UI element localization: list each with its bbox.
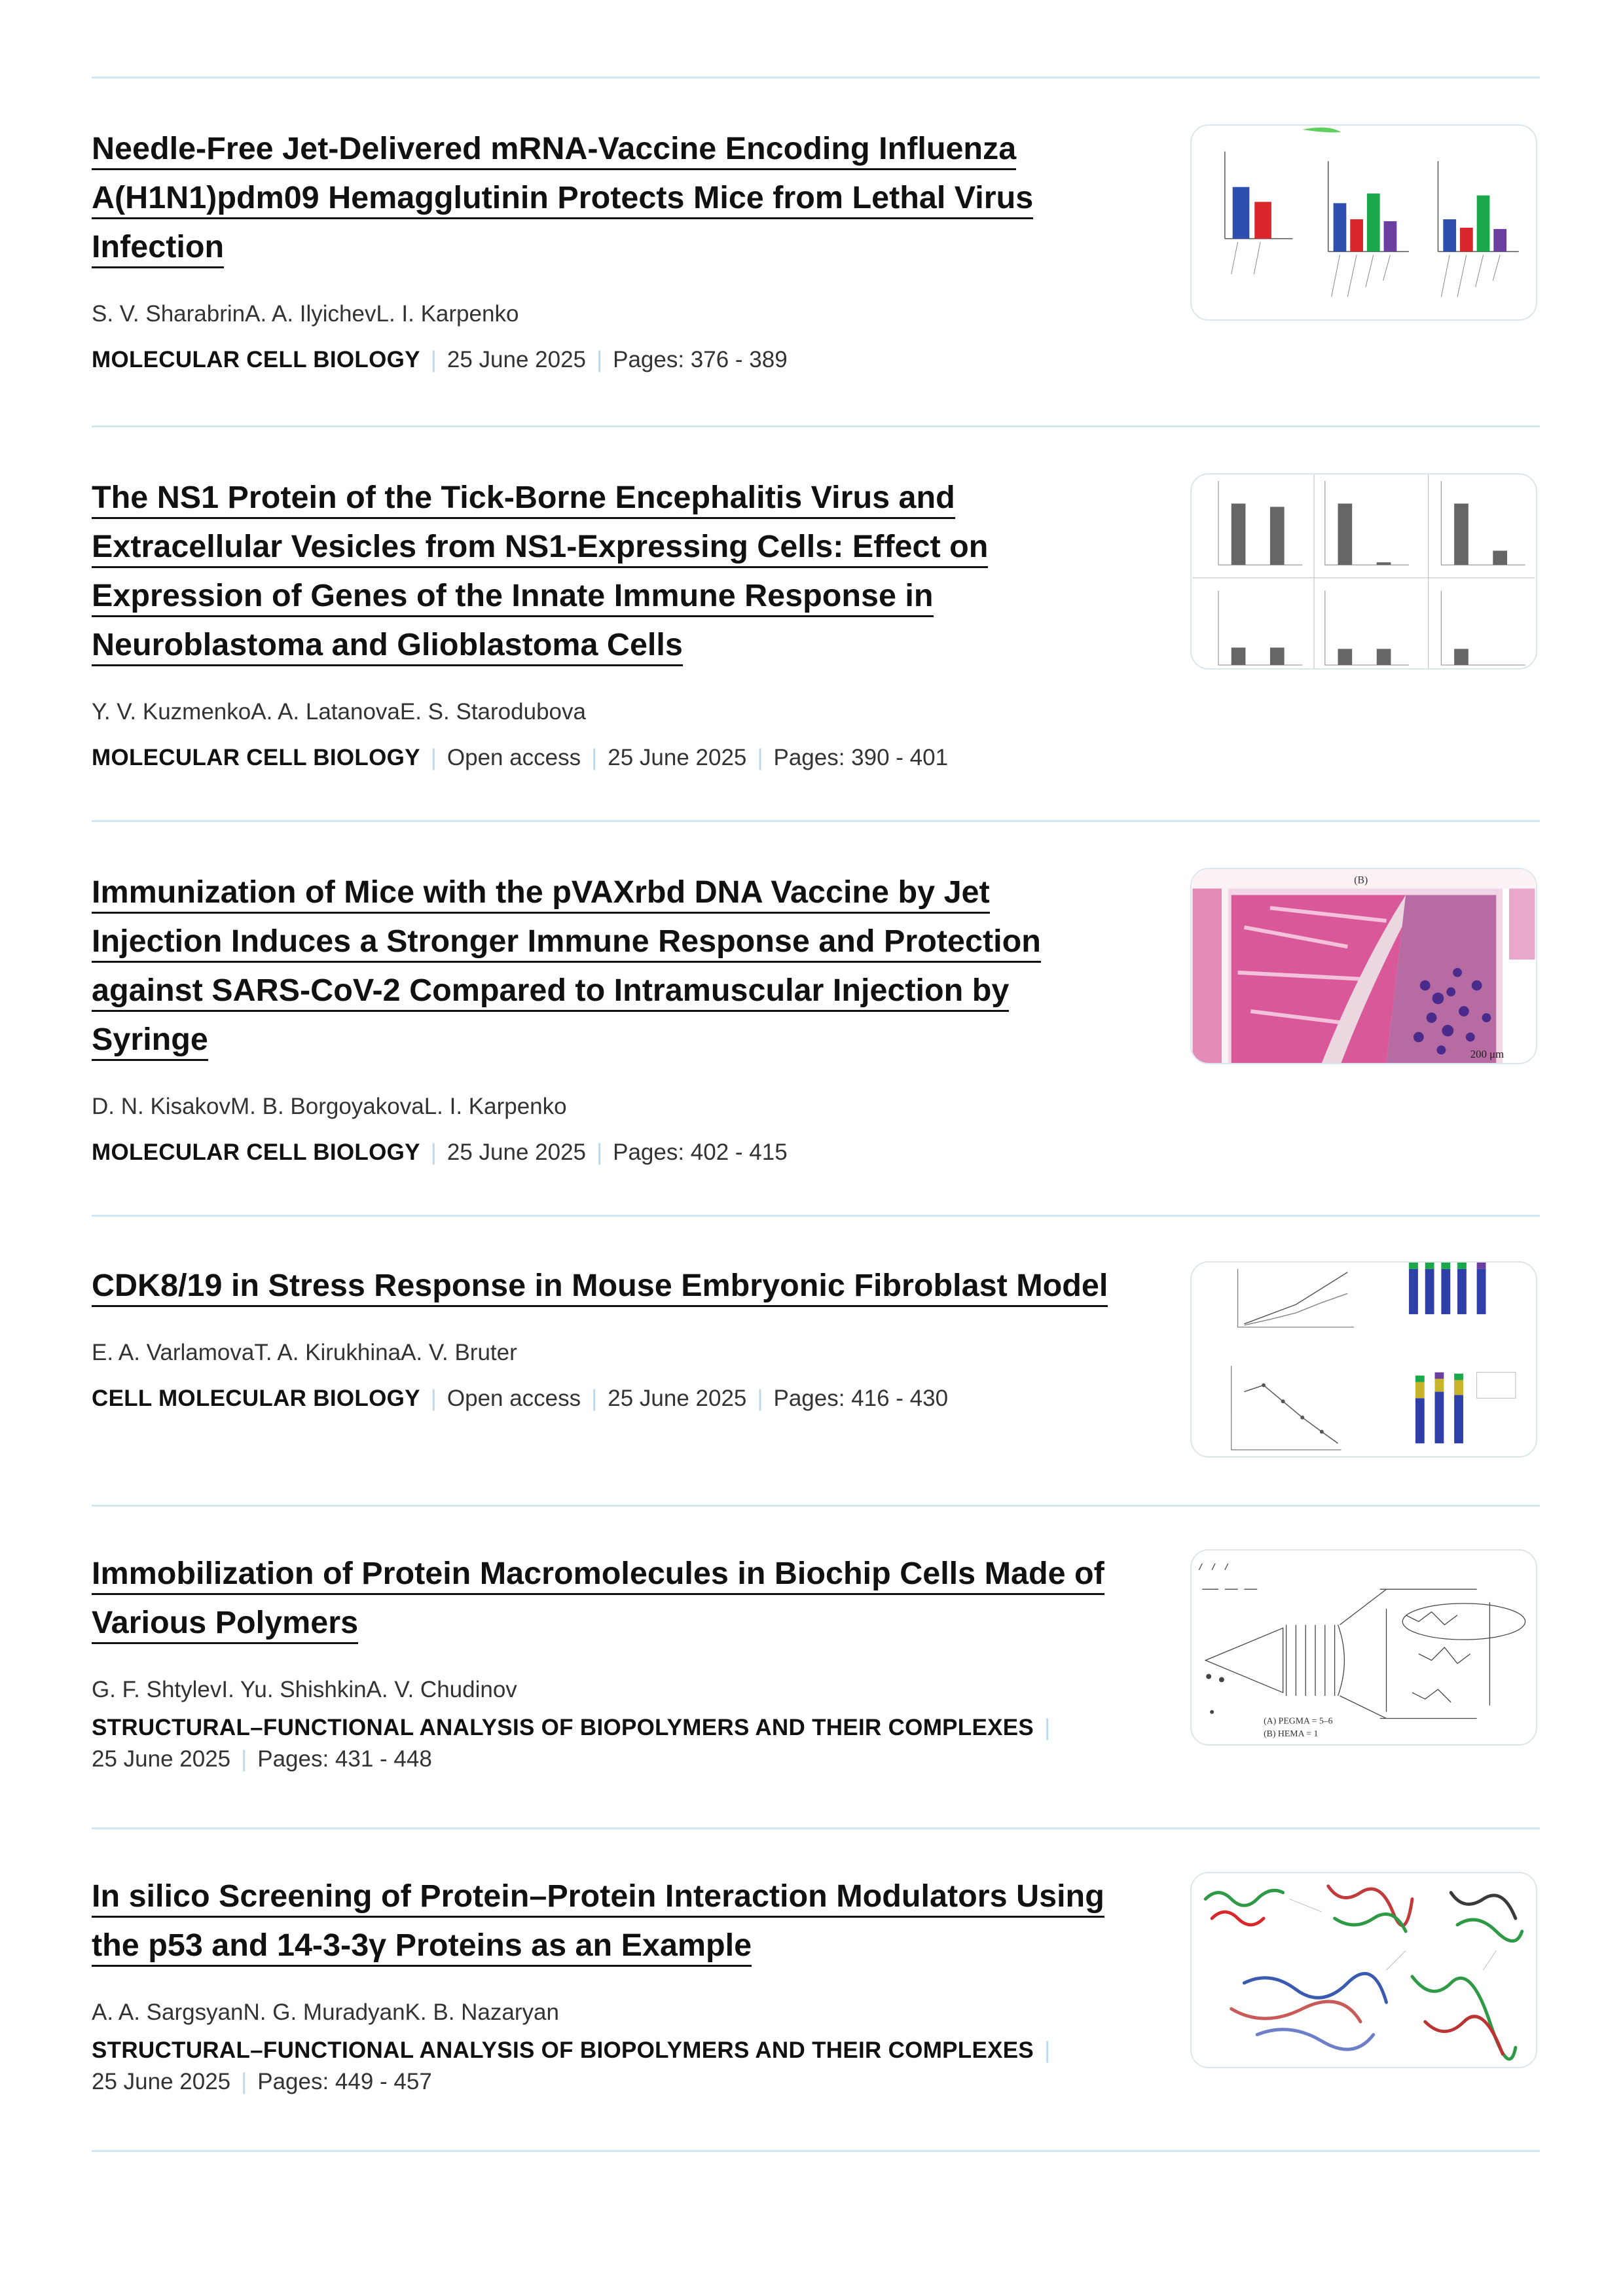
article-title-link[interactable]: Extracellular Vesicles from NS1-Expressing Cells: Effect on: [92, 529, 988, 568]
article-title-link[interactable]: Neuroblastoma and Glioblastoma Cells: [92, 627, 683, 666]
article-title: [92, 868, 1152, 1064]
article-title: [92, 1549, 1152, 1647]
polymer-schematic-thumbnail[interactable]: [1190, 1549, 1537, 1746]
line-and-stacked-bar-thumbnail-graphic: [1192, 1263, 1536, 1456]
grey-bar-charts-thumbnail-graphic: [1192, 475, 1536, 668]
article-title: [92, 124, 1152, 272]
meta-divider: |: [430, 745, 437, 770]
article-item: [92, 1217, 1540, 1505]
article-title-link[interactable]: Syringe: [92, 1022, 208, 1061]
article-pages: Pages: 416 - 430: [773, 1386, 949, 1411]
article-date: 25 June 2025: [92, 1746, 231, 1772]
article-pages: Pages: 390 - 401: [773, 745, 949, 770]
meta-divider: |: [757, 1386, 763, 1411]
polymer-schematic-thumbnail-graphic: [1192, 1551, 1536, 1744]
separator: [92, 2150, 1540, 2152]
article-section[interactable]: MOLECULAR CELL BIOLOGY: [92, 1139, 420, 1165]
meta-divider: |: [757, 745, 763, 770]
meta-divider: |: [430, 1139, 437, 1165]
meta-divider: |: [1044, 2037, 1051, 2063]
polymer-label-b: (B) HEMA = 1: [1264, 1729, 1319, 1739]
article-date: 25 June 2025: [608, 745, 747, 770]
article-title-link[interactable]: Injection Induces a Stronger Immune Response and Protection: [92, 924, 1041, 963]
article-authors: S. V. SharabrinA. A. IlyichevL. I. Karpenko: [92, 301, 519, 327]
histology-thumbnail-graphic: [1192, 869, 1536, 1063]
article-title-link[interactable]: against SARS-CoV-2 Compared to Intramuscular Injection by: [92, 973, 1009, 1012]
article-pages: Pages: 376 - 389: [613, 347, 788, 372]
article-title-link[interactable]: In silico Screening of Protein–Protein Interaction Modulators Using: [92, 1878, 1104, 1918]
meta-divider: |: [241, 2069, 247, 2094]
grey-bar-charts-thumbnail[interactable]: [1190, 473, 1537, 670]
article-section[interactable]: MOLECULAR CELL BIOLOGY: [92, 745, 420, 770]
meta-divider: |: [430, 1386, 437, 1411]
article-date: 25 June 2025: [92, 2069, 231, 2094]
article-title-link[interactable]: CDK8/19 in Stress Response in Mouse Embryonic Fibroblast Model: [92, 1268, 1108, 1307]
article-title-link[interactable]: Infection: [92, 229, 224, 268]
article-item: [92, 1829, 1540, 2150]
article-date: 25 June 2025: [447, 347, 587, 372]
article-title-link[interactable]: Immobilization of Protein Macromolecules in Biochip Cells Made of: [92, 1556, 1104, 1595]
article-authors: A. A. SargsyanN. G. MuradyanK. B. Nazaryan: [92, 2000, 559, 2025]
meta-divider: |: [596, 347, 603, 372]
article-item: [92, 427, 1540, 820]
meta-divider: |: [591, 745, 598, 770]
article-section[interactable]: STRUCTURAL–FUNCTIONAL ANALYSIS OF BIOPOLYMERS AND THEIR COMPLEXES: [92, 2037, 1034, 2063]
article-title-link[interactable]: Needle-Free Jet-Delivered mRNA-Vaccine Encoding Influenza: [92, 131, 1016, 170]
meta-divider: |: [241, 1746, 247, 1772]
article-title: [92, 473, 1152, 670]
scale-bar-label: 200 μm: [1470, 1048, 1504, 1061]
article-title-link[interactable]: the p53 and 14-3-3γ Proteins as an Example: [92, 1928, 752, 1967]
article-authors: Y. V. KuzmenkoA. A. LatanovaE. S. Starodubova: [92, 699, 586, 725]
panel-label: (B): [1354, 874, 1368, 886]
article-authors: E. A. VarlamovaT. A. KirukhinaA. V. Bruter: [92, 1340, 517, 1365]
article-item: [92, 822, 1540, 1215]
bar-chart-thumbnail-graphic: [1192, 126, 1536, 319]
article-title-link[interactable]: Various Polymers: [92, 1605, 358, 1644]
article-access-badge: Open access: [447, 745, 581, 770]
protein-structures-thumbnail-graphic: [1192, 1873, 1536, 2067]
article-title-link[interactable]: Immunization of Mice with the pVAXrbd DNA Vaccine by Jet: [92, 874, 990, 914]
meta-divider: |: [591, 1386, 598, 1411]
histology-thumbnail[interactable]: [1190, 868, 1537, 1064]
article-authors: G. F. ShtylevI. Yu. ShishkinA. V. Chudinov: [92, 1677, 517, 1702]
meta-divider: |: [1044, 1715, 1051, 1740]
article-date: 25 June 2025: [447, 1139, 587, 1165]
line-and-stacked-bar-thumbnail[interactable]: [1190, 1261, 1537, 1458]
article-item: [92, 79, 1540, 425]
polymer-label-a: (A) PEGMA = 5–6: [1264, 1715, 1333, 1726]
article-meta: [92, 1383, 1152, 1414]
article-title-link[interactable]: The NS1 Protein of the Tick-Borne Encephalitis Virus and: [92, 480, 955, 519]
protein-structures-thumbnail[interactable]: [1190, 1872, 1537, 2068]
article-date: 25 June 2025: [608, 1386, 747, 1411]
article-meta: [92, 742, 1152, 774]
article-access-badge: Open access: [447, 1386, 581, 1411]
meta-divider: |: [430, 347, 437, 372]
article-title-link[interactable]: Expression of Genes of the Innate Immune Response in: [92, 578, 934, 617]
article-title-link[interactable]: A(H1N1)pdm09 Hemagglutinin Protects Mice from Lethal Virus: [92, 180, 1033, 219]
article-meta: [92, 1137, 1152, 1168]
article-meta: [92, 344, 1152, 376]
article-item: [92, 1507, 1540, 1827]
article-list: [92, 0, 1540, 2152]
article-title: [92, 1261, 1152, 1310]
article-section[interactable]: MOLECULAR CELL BIOLOGY: [92, 347, 420, 372]
meta-divider: |: [596, 1139, 603, 1165]
article-meta: [92, 2035, 1152, 2098]
article-section[interactable]: CELL MOLECULAR BIOLOGY: [92, 1386, 420, 1411]
article-pages: Pages: 402 - 415: [613, 1139, 788, 1165]
article-section[interactable]: STRUCTURAL–FUNCTIONAL ANALYSIS OF BIOPOLYMERS AND THEIR COMPLEXES: [92, 1715, 1034, 1740]
article-pages: Pages: 431 - 448: [257, 1746, 432, 1772]
bar-chart-thumbnail[interactable]: [1190, 124, 1537, 321]
article-title: [92, 1872, 1152, 1970]
article-pages: Pages: 449 - 457: [257, 2069, 432, 2094]
article-authors: D. N. KisakovM. B. BorgoyakovaL. I. Karpenko: [92, 1094, 567, 1119]
article-meta: [92, 1712, 1152, 1775]
